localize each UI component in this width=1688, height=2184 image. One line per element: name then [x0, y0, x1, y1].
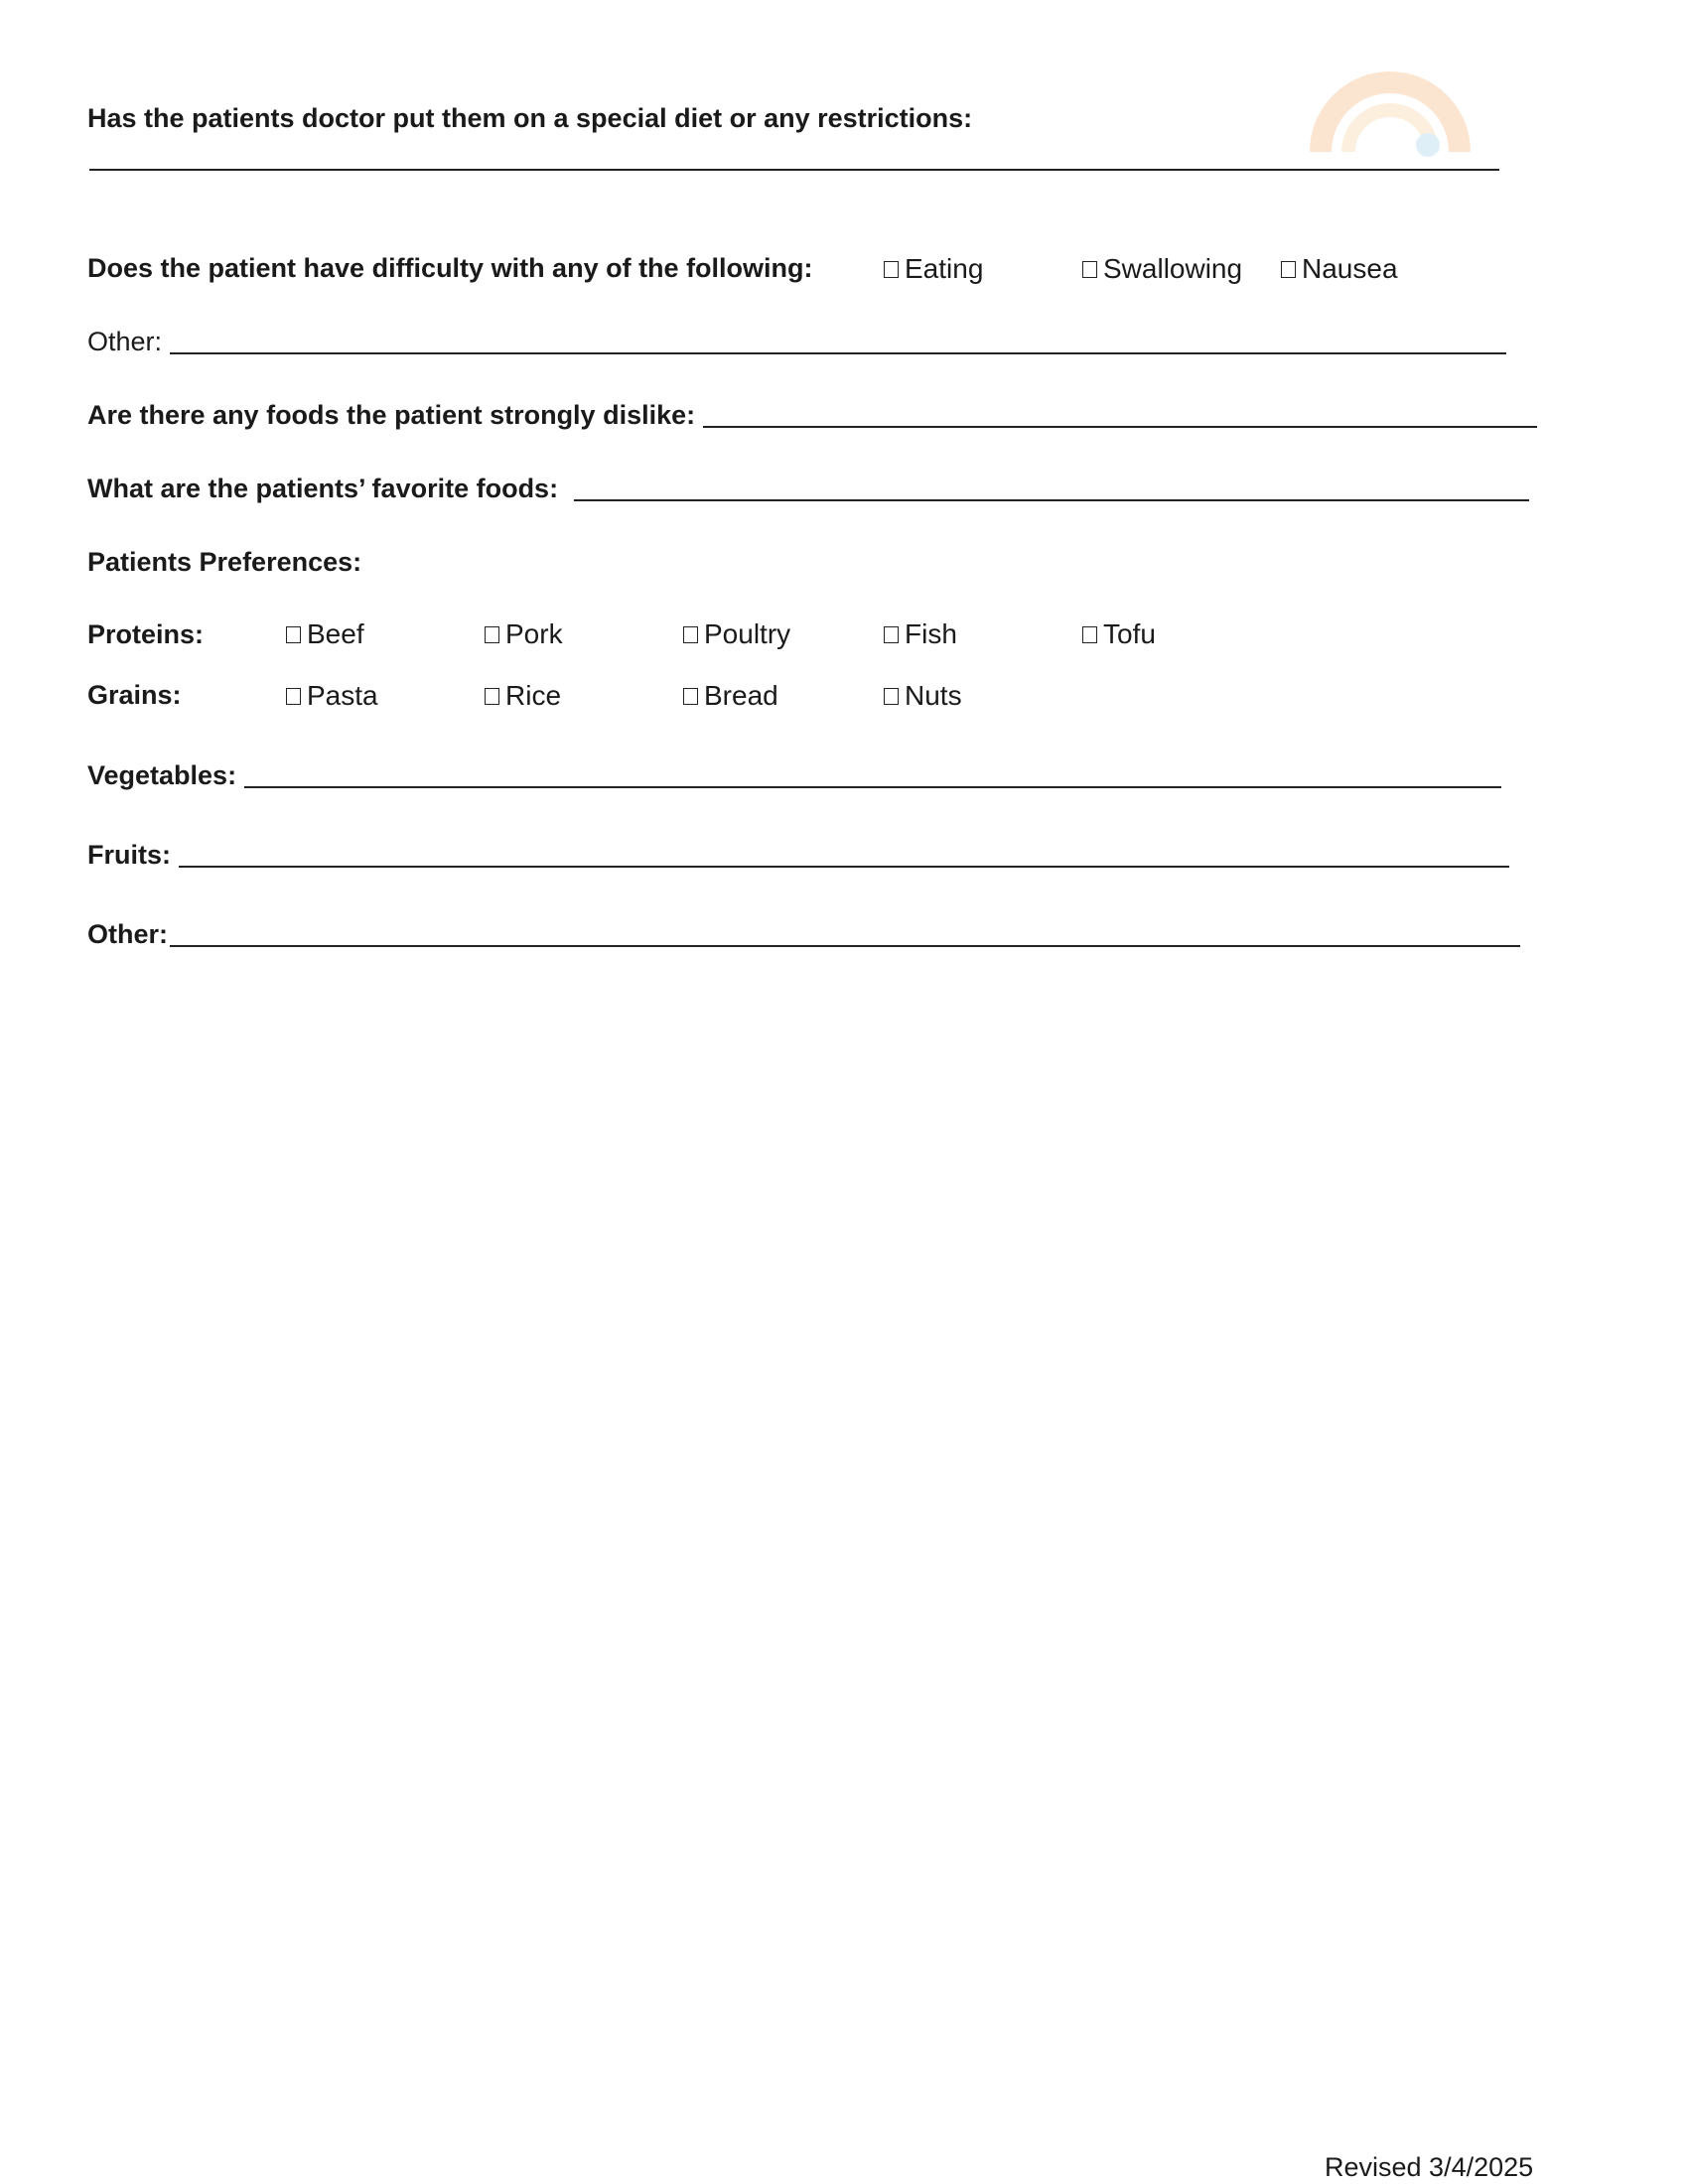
option-swallowing-label: Swallowing	[1103, 253, 1243, 284]
diet-question	[87, 101, 972, 135]
fruits-answer-line[interactable]	[179, 866, 1509, 868]
option-pasta-label: Pasta	[307, 680, 378, 711]
checkbox-nausea[interactable]	[1281, 261, 1296, 278]
favorite-question-label: What are the patients’ favorite foods:	[87, 474, 559, 503]
option-eating[interactable]	[884, 252, 983, 286]
option-beef-label: Beef	[307, 618, 364, 649]
option-pork-label: Pork	[505, 618, 563, 649]
difficulty-question-label: Does the patient have difficulty with any of the following:	[87, 253, 813, 283]
checkbox-fish[interactable]	[884, 626, 899, 643]
option-poultry-label: Poultry	[704, 618, 791, 649]
preferences-heading-label: Patients Preferences:	[87, 547, 362, 577]
fruits-label: Fruits:	[87, 840, 171, 870]
checkbox-rice[interactable]	[485, 688, 499, 705]
grains-label-text: Grains:	[87, 680, 182, 710]
option-pasta[interactable]	[286, 679, 378, 713]
option-fish[interactable]	[884, 617, 957, 651]
option-fish-label: Fish	[905, 618, 957, 649]
option-pork[interactable]	[485, 617, 563, 651]
option-tofu-label: Tofu	[1103, 618, 1156, 649]
option-beef[interactable]	[286, 617, 364, 651]
proteins-label	[87, 617, 204, 651]
checkbox-swallowing[interactable]	[1082, 261, 1097, 278]
diet-question-label: Has the patients doctor put them on a special diet or any restrictions:	[87, 103, 973, 133]
option-nuts[interactable]	[884, 679, 962, 713]
checkbox-eating[interactable]	[884, 261, 899, 278]
diet-answer-line[interactable]	[89, 169, 1499, 171]
checkbox-poultry[interactable]	[683, 626, 698, 643]
option-eating-label: Eating	[905, 253, 984, 284]
revised-date: Revised 3/4/2025	[1325, 2152, 1534, 2182]
preferences-heading	[87, 545, 361, 579]
grains-label	[87, 678, 182, 712]
option-bread-label: Bread	[704, 680, 778, 711]
checkbox-pasta[interactable]	[286, 688, 301, 705]
option-swallowing[interactable]	[1082, 252, 1242, 286]
difficulty-other-line[interactable]	[170, 352, 1506, 354]
vegetables-answer-line[interactable]	[244, 786, 1501, 788]
favorite-answer-line[interactable]	[574, 499, 1529, 501]
difficulty-other-label: Other:	[87, 327, 163, 356]
dislike-question	[87, 398, 1537, 432]
option-rice-label: Rice	[505, 680, 562, 711]
fruits-row	[87, 838, 1509, 872]
dislike-question-label: Are there any foods the patient strongly dislike:	[87, 400, 696, 430]
option-rice[interactable]	[485, 679, 561, 713]
checkbox-pork[interactable]	[485, 626, 499, 643]
checkbox-tofu[interactable]	[1082, 626, 1097, 643]
preferences-other-row	[87, 917, 1520, 951]
option-bread[interactable]	[683, 679, 778, 713]
option-tofu[interactable]	[1082, 617, 1156, 651]
option-poultry[interactable]	[683, 617, 790, 651]
vegetables-row	[87, 758, 1501, 792]
difficulty-question	[87, 251, 813, 285]
checkbox-beef[interactable]	[286, 626, 301, 643]
option-nausea-label: Nausea	[1302, 253, 1398, 284]
option-nuts-label: Nuts	[905, 680, 962, 711]
preferences-other-line[interactable]	[170, 945, 1520, 947]
dislike-answer-line[interactable]	[703, 426, 1537, 428]
logo-watermark-icon	[1301, 58, 1479, 157]
preferences-other-label: Other:	[87, 919, 168, 949]
proteins-label-text: Proteins:	[87, 619, 205, 649]
option-nausea[interactable]	[1281, 252, 1398, 286]
favorite-question	[87, 472, 1529, 505]
difficulty-other	[87, 325, 1506, 358]
checkbox-nuts[interactable]	[884, 688, 899, 705]
vegetables-label: Vegetables:	[87, 760, 237, 790]
checkbox-bread[interactable]	[683, 688, 698, 705]
